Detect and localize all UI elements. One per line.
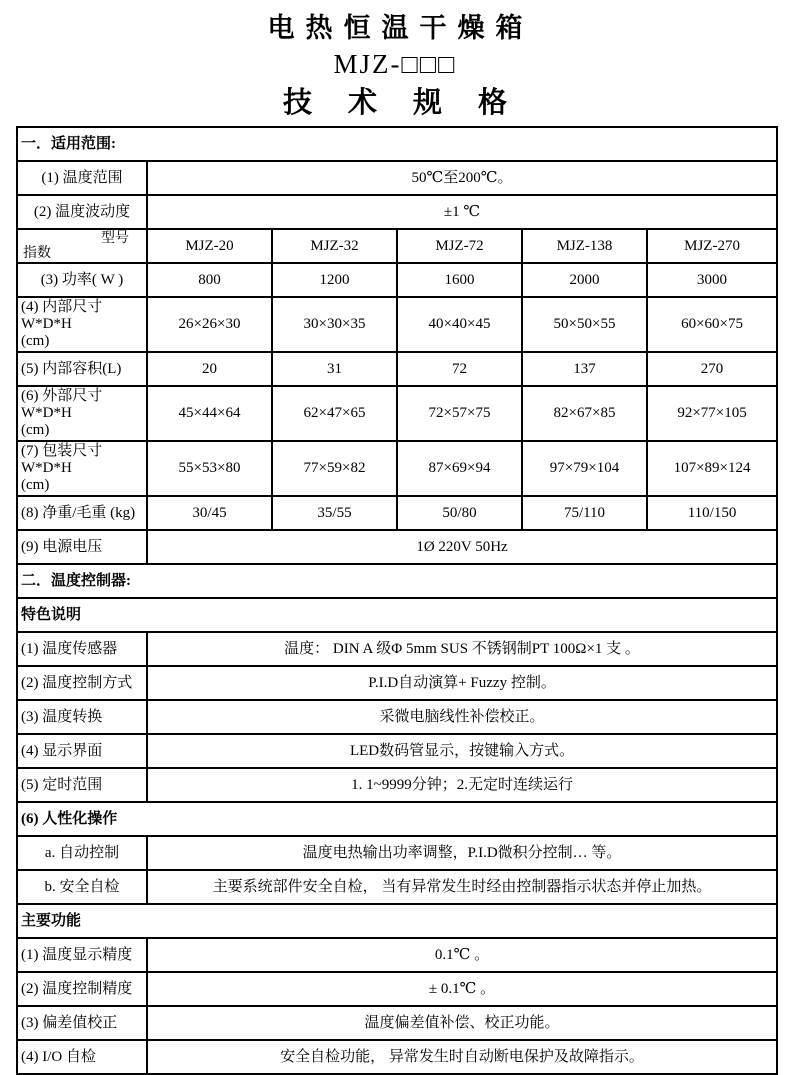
table-row: [17, 972, 777, 1006]
model-header: MJZ-32: [272, 229, 397, 263]
row-label: (1) 温度范围: [17, 161, 147, 195]
table-row: [17, 229, 777, 263]
row-value: 采微电脑线性补偿校正。: [147, 700, 777, 734]
model-index-corner: [17, 229, 147, 263]
row-value: 50/80: [397, 496, 522, 530]
row-value: 82×67×85: [522, 386, 647, 441]
model-number: MJZ-□□□: [333, 49, 457, 79]
row-value: 62×47×65: [272, 386, 397, 441]
row-value: 30×30×35: [272, 297, 397, 352]
row-value: ±1 ℃: [147, 195, 777, 229]
row-value: 60×60×75: [647, 297, 777, 352]
row-value: 温度偏差值补偿、校正功能。: [147, 1006, 777, 1040]
section-label: 二．温度控制器:: [17, 564, 777, 598]
page-title-text: 电热恒温干燥箱: [267, 13, 534, 43]
row-value: 0.1℃ 。: [147, 938, 777, 972]
section-row: [17, 564, 777, 598]
table-row: [17, 496, 777, 530]
table-row: [17, 263, 777, 297]
row-value: 50℃至200℃。: [147, 161, 777, 195]
table-row: [17, 1040, 777, 1074]
row-label: (2) 温度控制方式: [17, 666, 147, 700]
section-label: 主要功能: [17, 904, 777, 938]
row-label: (4) I/O 自检: [17, 1040, 147, 1074]
spec-table-body: [17, 127, 777, 1074]
table-row: [17, 632, 777, 666]
table-row: [17, 1006, 777, 1040]
row-label: (3) 温度转换: [17, 700, 147, 734]
row-value: 55×53×80: [147, 441, 272, 496]
row-label: (1) 温度显示精度: [17, 938, 147, 972]
corner-index-label: 指数: [23, 246, 51, 261]
row-label: a. 自动控制: [17, 836, 147, 870]
model-header: MJZ-270: [647, 229, 777, 263]
row-label: (3) 偏差值校正: [17, 1006, 147, 1040]
row-value: 20: [147, 352, 272, 386]
row-value: 110/150: [647, 496, 777, 530]
table-row: [17, 386, 777, 441]
row-value: 安全自检功能， 异常发生时自动断电保护及故障指示。: [147, 1040, 777, 1074]
section-row: [17, 802, 777, 836]
table-row: [17, 161, 777, 195]
table-row: [17, 870, 777, 904]
row-value: 72×57×75: [397, 386, 522, 441]
page-subtitle: [0, 83, 790, 123]
row-label: (8) 净重/毛重 (kg): [17, 496, 147, 530]
row-value: 40×40×45: [397, 297, 522, 352]
row-value: ± 0.1℃ 。: [147, 972, 777, 1006]
table-row: [17, 938, 777, 972]
row-value: 1Ø 220V 50Hz: [147, 530, 777, 564]
model-header: MJZ-20: [147, 229, 272, 263]
table-row: [17, 441, 777, 496]
row-value: 3000: [647, 263, 777, 297]
model-header: MJZ-72: [397, 229, 522, 263]
row-value: 72: [397, 352, 522, 386]
section-label: 特色说明: [17, 598, 777, 632]
row-value: 107×89×124: [647, 441, 777, 496]
row-label: (9) 电源电压: [17, 530, 147, 564]
row-value: 270: [647, 352, 777, 386]
table-row: [17, 530, 777, 564]
row-label: (2) 温度波动度: [17, 195, 147, 229]
table-row: [17, 297, 777, 352]
row-value: 30/45: [147, 496, 272, 530]
row-value: 800: [147, 263, 272, 297]
row-value: 75/110: [522, 496, 647, 530]
row-value: 35/55: [272, 496, 397, 530]
corner-model-label: 型号: [101, 231, 129, 246]
row-value: 50×50×55: [522, 297, 647, 352]
model-header: MJZ-138: [522, 229, 647, 263]
table-row: [17, 195, 777, 229]
row-value: 26×26×30: [147, 297, 272, 352]
table-row: [17, 836, 777, 870]
section-label: 一．适用范围:: [17, 127, 777, 161]
row-value: 温度电热输出功率调整，P.I.D微积分控制… 等。: [147, 836, 777, 870]
page-subtitle-text: 技术规格: [282, 87, 543, 119]
page-title: [0, 0, 790, 46]
row-value: P.I.D自动演算+ Fuzzy 控制。: [147, 666, 777, 700]
row-label: (7) 包装尺寸W*D*H (cm): [17, 441, 147, 496]
table-row: [17, 352, 777, 386]
row-value: 2000: [522, 263, 647, 297]
table-row: [17, 666, 777, 700]
row-label: (4) 内部尺寸W*D*H (cm): [17, 297, 147, 352]
row-label: (5) 内部容积(L): [17, 352, 147, 386]
row-value: 92×77×105: [647, 386, 777, 441]
row-value: 1. 1~9999分钟；2.无定时连续运行: [147, 768, 777, 802]
row-label: b. 安全自检: [17, 870, 147, 904]
row-label: (3) 功率( W ): [17, 263, 147, 297]
spec-table: [16, 126, 778, 1075]
section-row: [17, 127, 777, 161]
row-value: 137: [522, 352, 647, 386]
table-row: [17, 768, 777, 802]
table-row: [17, 700, 777, 734]
row-value: 主要系统部件安全自检， 当有异常发生时经由控制器指示状态并停止加热。: [147, 870, 777, 904]
row-value: 1200: [272, 263, 397, 297]
section-row: [17, 904, 777, 938]
row-label: (5) 定时范围: [17, 768, 147, 802]
table-row: [17, 734, 777, 768]
row-value: 温度： DIN A 级Φ 5mm SUS 不锈钢制PT 100Ω×1 支 。: [147, 632, 777, 666]
row-value: 31: [272, 352, 397, 386]
row-value: LED数码管显示，按键输入方式。: [147, 734, 777, 768]
row-label: (1) 温度传感器: [17, 632, 147, 666]
row-label: (2) 温度控制精度: [17, 972, 147, 1006]
row-value: 77×59×82: [272, 441, 397, 496]
row-label: (4) 显示界面: [17, 734, 147, 768]
row-value: 1600: [397, 263, 522, 297]
row-value: 87×69×94: [397, 441, 522, 496]
section-label: (6) 人性化操作: [17, 802, 777, 836]
section-row: [17, 598, 777, 632]
row-value: 97×79×104: [522, 441, 647, 496]
row-label: (6) 外部尺寸W*D*H (cm): [17, 386, 147, 441]
row-value: 45×44×64: [147, 386, 272, 441]
